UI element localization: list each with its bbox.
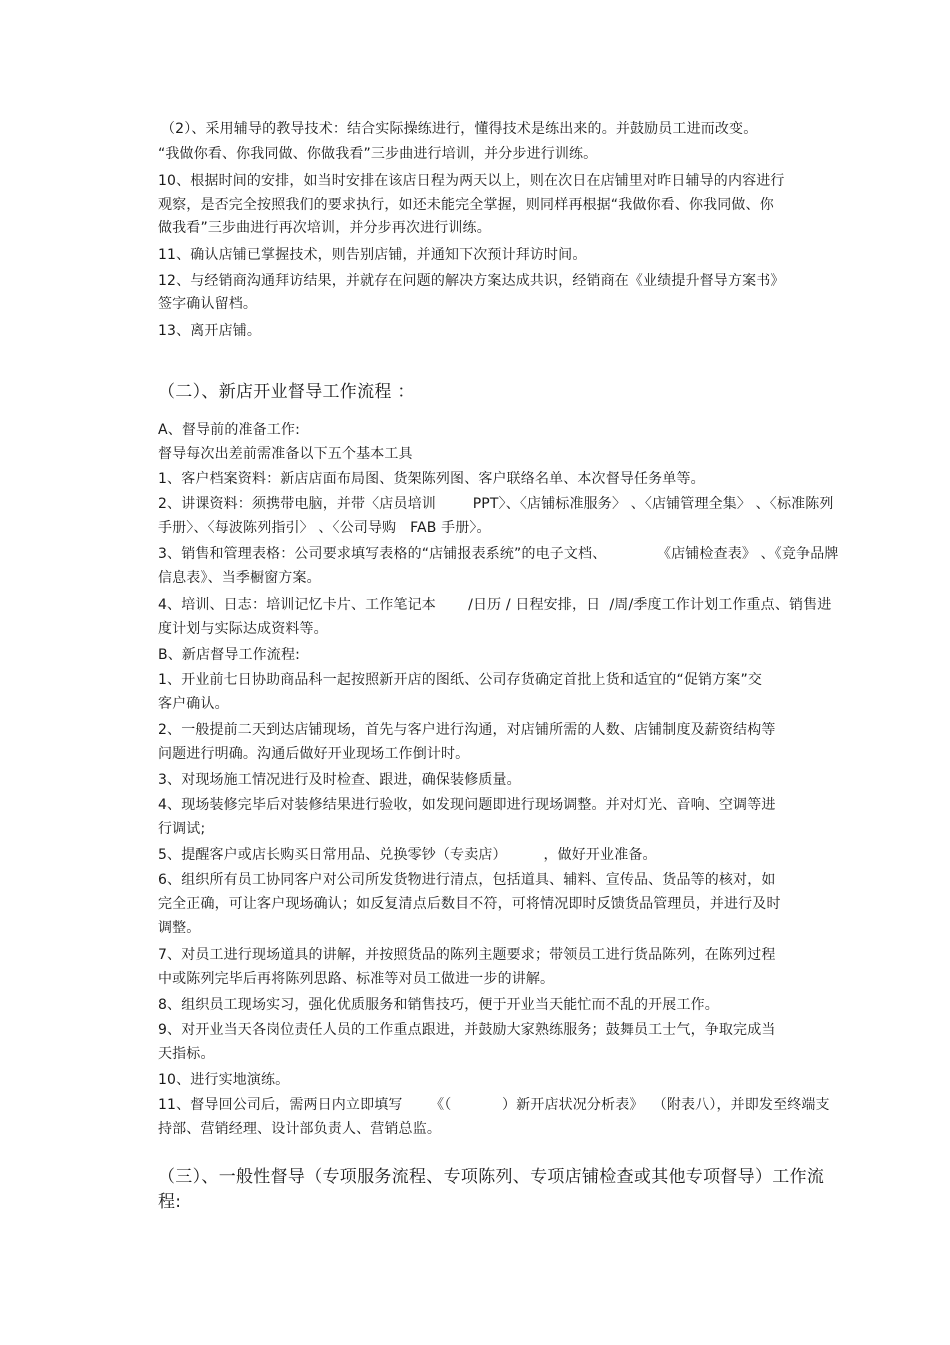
text-line: （2）、采用辅导的教导技术：结合实际操练进行，懂得技术是练出来的。并鼓励员工进而改变。 <box>161 121 758 137</box>
section-heading-continued: 程: <box>158 1192 182 1212</box>
text-line: 1、客户档案资料：新店店面布局图、货架陈列图、客户联络名单、本次督导任务单等。 <box>158 471 705 487</box>
text-line: 4、现场装修完毕后对装修结果进行验收，如发现问题即进行现场调整。并对灯光、音响、空调等进 <box>158 797 776 813</box>
text-line: 信息表》、当季橱窗方案。 <box>158 570 321 586</box>
text-line: 客户确认。 <box>158 696 229 712</box>
text-line: 10、根据时间的安排，如当时安排在该店日程为两天以上，则在次日在店铺里对昨日辅导的内容进行 <box>158 173 785 189</box>
text-line: 1、开业前七日协助商品科一起按照新开店的图纸、公司存货确定首批上货和适宜的“促销方案”交 <box>158 672 763 688</box>
text-line: B、新店督导工作流程: <box>158 647 300 663</box>
text-line: 度计划与实际达成资料等。 <box>158 621 328 637</box>
text-line: 中或陈列完毕后再将陈列思路、标准等对员工做进一步的讲解。 <box>158 971 555 987</box>
text-line: 11、督导回公司后，需两日内立即填写 《（ ）新开店状况分析表》 （附表八），并即发至终端支 <box>158 1097 830 1113</box>
text-line: 做我看”三步曲进行再次培训，并分步再次进行训练。 <box>158 220 491 236</box>
text-line: 完全正确，可让客户现场确认；如反复清点后数目不符，可将情况即时反馈货品管理员，并进行及时 <box>158 896 781 912</box>
text-line: 11、确认店铺已掌握技术，则告别店铺，并通知下次预计拜访时间。 <box>158 247 587 263</box>
text-line: 天指标。 <box>158 1046 215 1062</box>
text-line: 5、提醒客户或店长购买日常用品、兑换零钞（专卖店） ，做好开业准备。 <box>158 847 657 863</box>
text-line: 手册〉、〈每波陈列指引〉 、〈公司导购 FAB 手册〉。 <box>158 520 491 536</box>
text-line: 9、对开业当天各岗位责任人员的工作重点跟进，并鼓励大家熟练服务；鼓舞员工士气，争取完成当 <box>158 1022 776 1038</box>
text-line: 3、销售和管理表格：公司要求填写表格的“店铺报表系统”的电子文档、 《店铺检查表》 、《竞争品牌 <box>158 546 839 562</box>
text-line: 8、组织员工现场实习，强化优质服务和销售技巧，便于开业当天能忙而不乱的开展工作。 <box>158 997 719 1013</box>
text-line: 12、与经销商沟通拜访结果，并就存在问题的解决方案达成共识，经销商在《业绩提升督导方案书》 <box>158 273 785 289</box>
text-line: A、督导前的准备工作: <box>158 422 300 438</box>
text-line: “我做你看、你我同做、你做我看”三步曲进行培训，并分步进行训练。 <box>158 146 598 162</box>
text-line: 调整。 <box>158 920 201 936</box>
text-line: 6、组织所有员工协同客户对公司所发货物进行清点，包括道具、辅料、宣传品、货品等的核对，如 <box>158 872 776 888</box>
text-line: 3、对现场施工情况进行及时检查、跟进，确保装修质量。 <box>158 772 521 788</box>
text-line: 2、讲课资料：须携带电脑，并带〈店员培训 PPT〉、〈店铺标准服务〉 、〈店铺管理全集〉 、〈标准陈列 <box>158 496 834 512</box>
text-line: 4、培训、日志：培训记忆卡片、工作笔记本 /日历 / 日程安排，日 /周/季度工作计划工作重点、销售进 <box>158 597 832 613</box>
text-line: 督导每次出差前需准备以下五个基本工具 <box>158 446 413 462</box>
text-line: 2、一般提前二天到达店铺现场，首先与客户进行沟通，对店铺所需的人数、店铺制度及薪资结构等 <box>158 722 776 738</box>
text-line: 持部、营销经理、设计部负责人、营销总监。 <box>158 1121 441 1137</box>
text-line: 10、进行实地演练。 <box>158 1072 290 1088</box>
section-heading: （二）、新店开业督导工作流程 ： <box>158 382 415 402</box>
text-line: 7、对员工进行现场道具的讲解，并按照货品的陈列主题要求；带领员工进行货品陈列，在陈列过程 <box>158 947 776 963</box>
text-line: 观察，是否完全按照我们的要求执行，如还未能完全掌握，则同样再根据“我做你看、你我同做、你 <box>158 197 774 213</box>
text-line: 行调试; <box>158 821 206 837</box>
text-line: 13、离开店铺。 <box>158 323 262 339</box>
text-line: 问题进行明确。沟通后做好开业现场工作倒计时。 <box>158 746 470 762</box>
section-heading: （三）、一般性督导（专项服务流程、专项陈列、专项店铺检查或其他专项督导）工作流 <box>158 1167 825 1187</box>
text-line: 签字确认留档。 <box>158 296 258 312</box>
